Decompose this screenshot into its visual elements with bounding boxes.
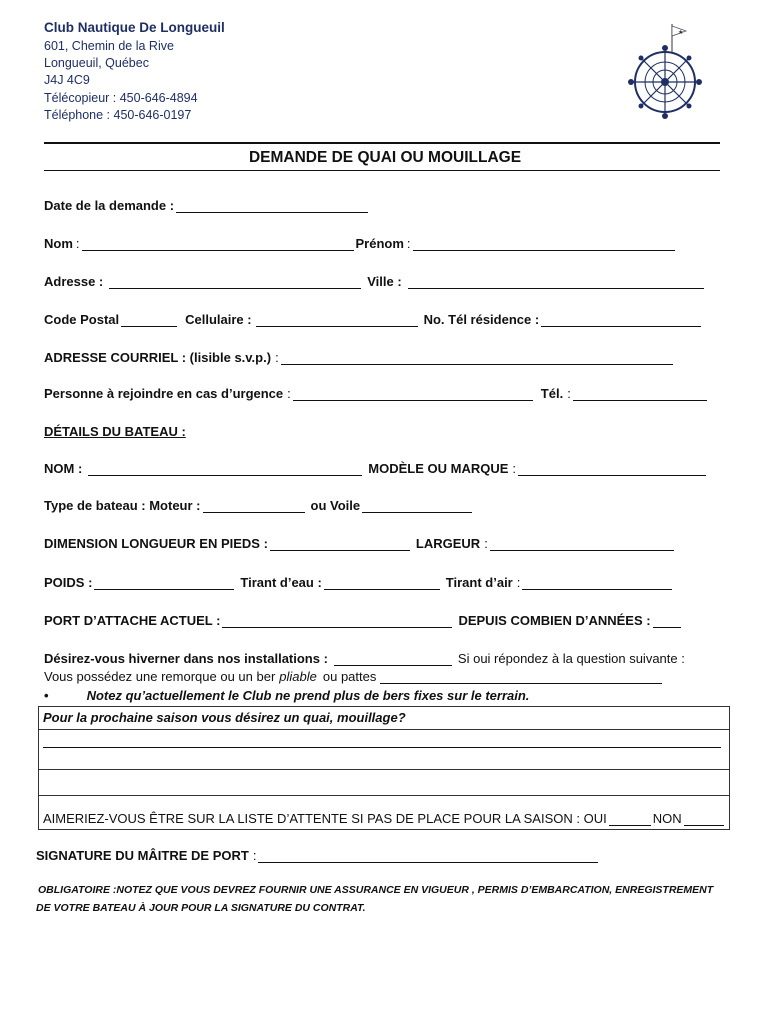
- type-label: Type de bateau : Moteur :: [44, 498, 201, 513]
- poids-field[interactable]: [94, 577, 234, 590]
- trailer-field[interactable]: [380, 671, 662, 684]
- postal-code: J4J 4C9: [44, 73, 90, 87]
- date-field[interactable]: [176, 200, 368, 213]
- club-logo: [622, 22, 708, 126]
- title-rule: [44, 170, 720, 171]
- ville-field[interactable]: [408, 276, 704, 289]
- tel-field[interactable]: [573, 388, 707, 401]
- date-label: Date de la demande :: [44, 198, 175, 213]
- courriel-label: ADRESSE COURRIEL : (lisible s.v.p.): [44, 350, 272, 365]
- boat-nom-label: NOM :: [44, 461, 83, 476]
- prenom-label: Prénom: [355, 236, 404, 251]
- adresse-field[interactable]: [109, 276, 361, 289]
- prenom-field[interactable]: [413, 238, 675, 251]
- club-name: Club Nautique De Longueuil: [44, 20, 225, 35]
- tel-residence-field[interactable]: [541, 314, 701, 327]
- largeur-field[interactable]: [490, 538, 674, 551]
- adresse-label: Adresse :: [44, 274, 104, 289]
- address-line-1: 601, Chemin de la Rive: [44, 39, 174, 53]
- poids-label: POIDS :: [44, 575, 93, 590]
- urgence-label: Personne à rejoindre en cas d’urgence: [44, 386, 284, 401]
- code-postal-label: Code Postal: [44, 312, 120, 327]
- svg-text:★: ★: [678, 29, 684, 36]
- nom-colon: :: [75, 236, 80, 251]
- voile-label: ou Voile: [310, 498, 361, 513]
- cellulaire-label: Cellulaire :: [185, 312, 252, 327]
- signature-field[interactable]: [258, 850, 598, 863]
- ville-label: Ville :: [367, 274, 402, 289]
- modele-label: MODÈLE OU MARQUE: [368, 461, 509, 476]
- header-rule: [44, 142, 720, 144]
- bers-notice: Notez qu’actuellement le Club ne prend plus de bers fixes sur le terrain.: [86, 688, 530, 703]
- largeur-label: LARGEUR: [415, 536, 481, 551]
- urgence-field[interactable]: [293, 388, 533, 401]
- trailer-suffix: ou pattes: [322, 669, 377, 684]
- obligatoire-note-line-2: DE VOTRE BATEAU À JOUR POUR LA SIGNATURE DU CONTRAT.: [36, 902, 366, 914]
- prenom-colon: :: [406, 236, 411, 251]
- code-postal-field[interactable]: [121, 314, 177, 327]
- season-divider-2: [39, 769, 729, 770]
- signature-label: SIGNATURE DU MÂITRE DE PORT: [36, 848, 249, 863]
- voile-field[interactable]: [362, 500, 472, 513]
- season-question: Pour la prochaine saison vous désirez un quai, mouillage?: [43, 710, 406, 725]
- hiverner-question: Désirez-vous hiverner dans nos installations :: [44, 651, 328, 666]
- tirant-eau-label: Tirant d’eau :: [240, 575, 322, 590]
- urgence-colon: :: [287, 386, 291, 401]
- longueur-label: DIMENSION LONGUEUR EN PIEDS :: [44, 536, 268, 551]
- obligatoire-note-line-1: OBLIGATOIRE :NOTEZ QUE VOUS DEVREZ FOURNIR UNE ASSURANCE EN VIGUEUR , PERMIS D’EMBARCATION, ENREGISTREMENT: [38, 884, 714, 896]
- hiverner-followup: Si oui répondez à la question suivante :: [457, 651, 685, 666]
- tirant-eau-field[interactable]: [324, 577, 440, 590]
- form-title: DEMANDE DE QUAI OU MOUILLAGE: [248, 149, 522, 166]
- tirant-air-colon: :: [516, 575, 521, 590]
- waitlist-row: [43, 811, 726, 826]
- cellulaire-field[interactable]: [256, 314, 418, 327]
- depuis-label: DEPUIS COMBIEN D’ANNÉES :: [458, 613, 651, 628]
- modele-colon: :: [512, 461, 517, 476]
- nom-field[interactable]: [82, 238, 354, 251]
- phone-number: Téléphone : 450-646-0197: [44, 108, 192, 122]
- courriel-field[interactable]: [281, 352, 673, 365]
- trailer-prefix: Vous possédez une remorque ou un ber: [44, 669, 276, 684]
- season-box: [38, 706, 730, 830]
- season-divider-1: [39, 729, 729, 730]
- trailer-italic: pliable: [279, 669, 317, 684]
- oui-field[interactable]: [609, 813, 651, 826]
- details-heading: DÉTAILS DU BATEAU :: [44, 424, 186, 439]
- tirant-air-field[interactable]: [522, 577, 672, 590]
- tel-residence-label: No. Tél résidence :: [423, 312, 540, 327]
- season-answer-line[interactable]: [43, 747, 721, 748]
- port-label: PORT D’ATTACHE ACTUEL :: [44, 613, 221, 628]
- address-line-2: Longueuil, Québec: [44, 56, 149, 70]
- tel-label: Tél.: [540, 386, 564, 401]
- non-field[interactable]: [684, 813, 724, 826]
- port-field[interactable]: [222, 615, 452, 628]
- signature-colon: :: [252, 848, 257, 863]
- bullet-icon: •: [44, 688, 49, 703]
- moteur-field[interactable]: [203, 500, 305, 513]
- nom-label: Nom: [44, 236, 73, 251]
- non-label: NON: [652, 811, 682, 826]
- depuis-field[interactable]: [653, 615, 681, 628]
- largeur-colon: :: [484, 536, 488, 551]
- season-divider-3: [39, 795, 729, 796]
- tel-colon: :: [567, 386, 571, 401]
- fax-number: Télécopieur : 450-646-4894: [44, 91, 198, 105]
- waitlist-question: AIMERIEZ-VOUS ÊTRE SUR LA LISTE D’ATTENTE SI PAS DE PLACE POUR LA SAISON : OUI: [43, 811, 607, 826]
- hiverner-field[interactable]: [334, 653, 452, 666]
- longueur-field[interactable]: [270, 538, 410, 551]
- boat-nom-field[interactable]: [88, 463, 362, 476]
- modele-field[interactable]: [518, 463, 706, 476]
- tirant-air-label: Tirant d’air: [445, 575, 513, 590]
- courriel-colon: :: [275, 350, 279, 365]
